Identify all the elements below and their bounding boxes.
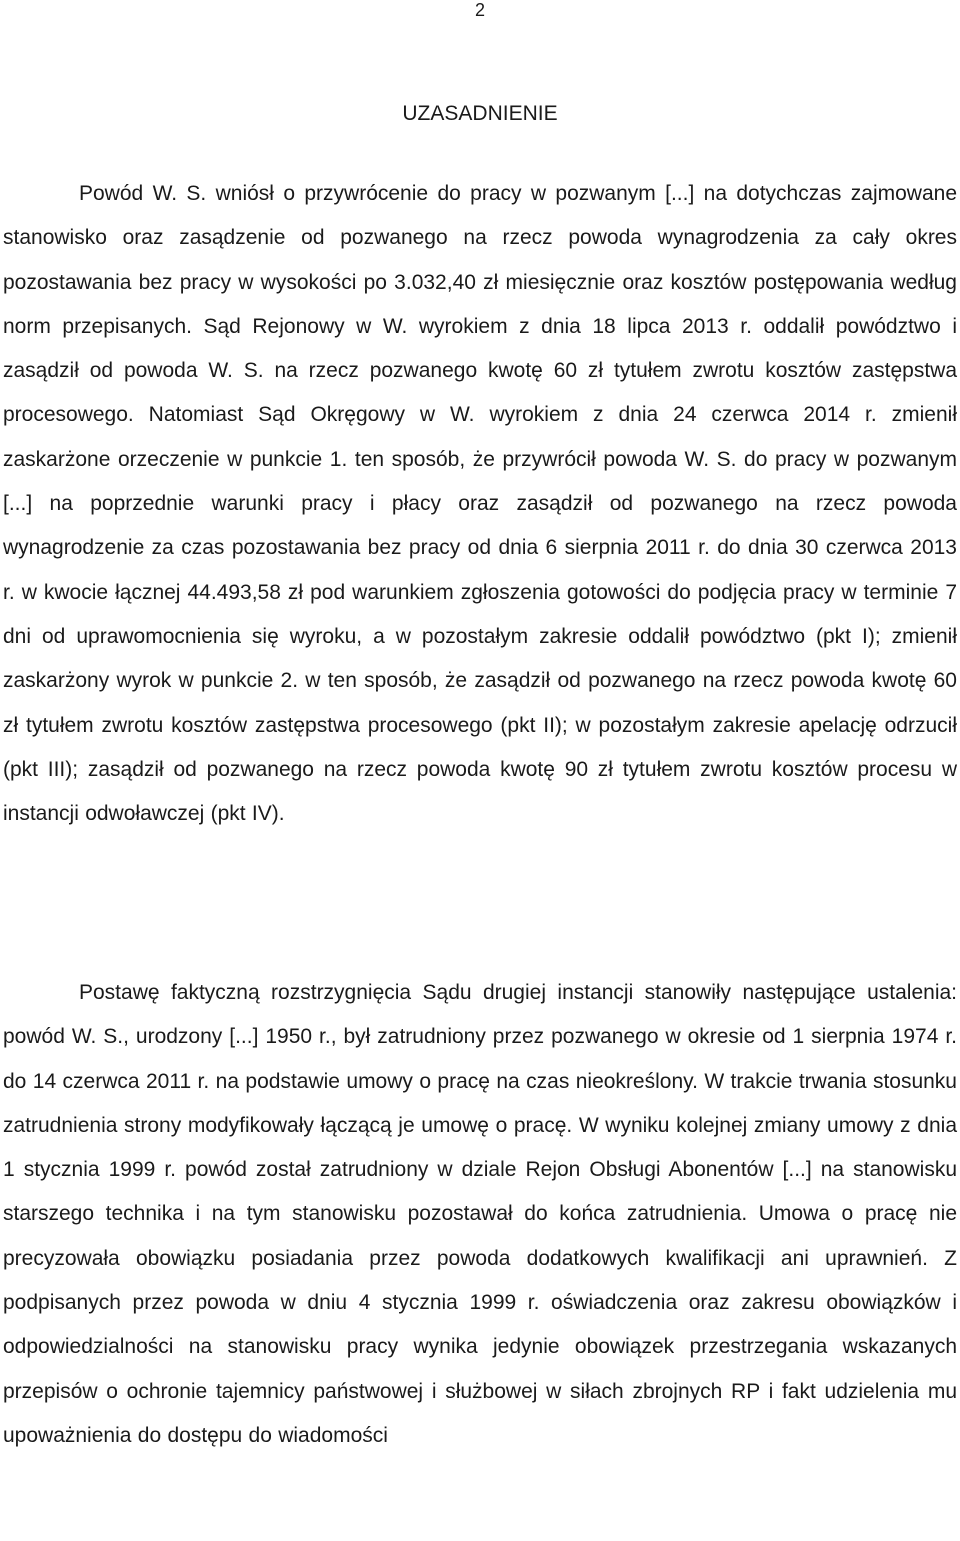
paragraph-claim-and-rulings: Powód W. S. wniósł o przywrócenie do pracy w pozwanym [...] na dotychczas zajmowane stanowisko oraz zasądzenie od pozwanego na rzecz powoda wynagrodzenia za cały okres pozostawania bez pracy w wysokości po 3.032,40 zł miesięcznie oraz kosztów postępowania według norm przepisanych. Sąd Rejonowy w W. wyrokiem z dnia 18 lipca 2013 r. oddalił powództwo i zasądził od powoda W. S. na rzecz pozwanego kwotę 60 zł tytułem zwrotu kosztów zastępstwa procesowego. Natomiast Sąd Okręgowy w W. wyrokiem z dnia 24 czerwca 2014 r. zmienił zaskarżone orzeczenie w punkcie 1. ten sposób, że przywrócił powoda W. S. do pracy w pozwanym [...] na poprzednie warunki pracy i płacy oraz zasądził od pozwanego na rzecz powoda wynagrodzenie za czas pozostawania bez pracy od dnia 6 sierpnia 2011 r. do dnia 30 czerwca 2013 r. w kwocie łącznej 44.493,58 zł pod warunkiem zgłoszenia gotowości do podjęcia pracy w terminie 7 dni od uprawomocnienia się wyroku, a w pozostałym zakresie oddalił powództwo (pkt I); zmienił zaskarżony wyrok w punkcie 2. w ten sposób, że zasądził od pozwanego na rzecz powoda kwotę 60 zł tytułem zwrotu kosztów zastępstwa procesowego (pkt II); w pozostałym zakresie apelację odrzucił (pkt III); zasądził od pozwanego na rzecz powoda kwotę 90 zł tytułem zwrotu kosztów procesu w instancji odwoławczej (pkt IV).	[3, 182, 957, 826]
document-heading: UZASADNIENIE	[402, 102, 558, 125]
page-number: 2	[474, 0, 485, 20]
paragraph-factual-findings: Postawę faktyczną rozstrzygnięcia Sądu drugiej instancji stanowiły następujące ustalenia: powód W. S., urodzony [...] 1950 r., był zatrudniony przez pozwanego w okresie od 1 sierpnia 1974 r. do 14 czerwca 2011 r. na podstawie umowy o pracę na czas nieokreślony. W trakcie trwania stosunku zatrudnienia strony modyfikowały łączącą je umowę o pracę. W wyniku kolejnej zmiany umowy z dnia 1 stycznia 1999 r. powód został zatrudniony w dziale Rejon Obsługi Abonentów [...] na stanowisku starszego technika i na tym stanowisku pozostawał do końca zatrudnienia. Umowa o pracę nie precyzowała obowiązku posiadania przez powoda dodatkowych kwalifikacji ani uprawnień. Z podpisanych przez powoda w dniu 4 stycznia 1999 r. oświadczenia oraz zakresu obowiązków i odpowiedzialności na stanowisku pracy wynika jedynie obowiązek przestrzegania wskazanych przepisów o ochronie tajemnicy państwowej i służbowej w siłach zbrojnych RP i fakt udzielenia mu upoważnienia do dostępu do wiadomości	[3, 981, 957, 1447]
